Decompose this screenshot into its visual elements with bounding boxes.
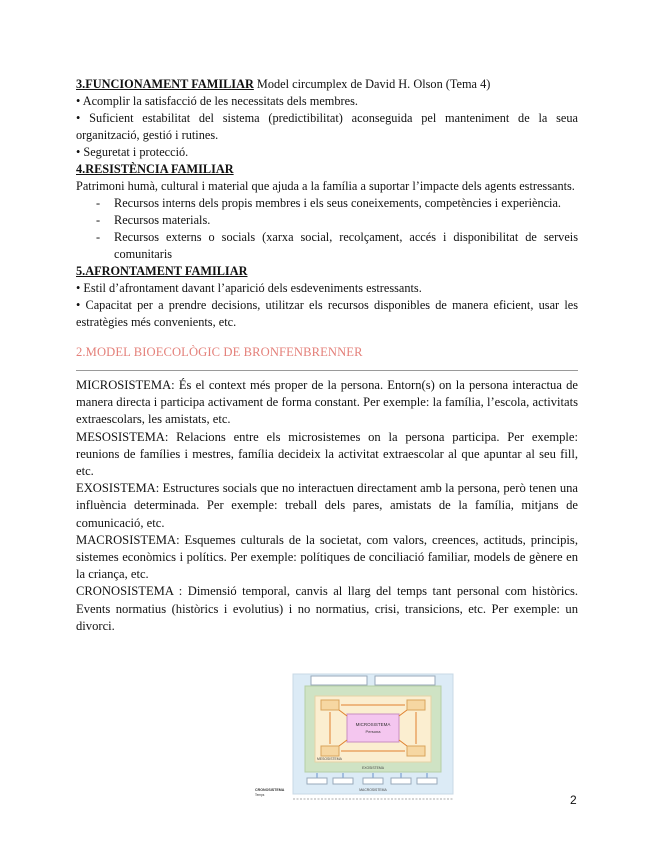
micro-node: [321, 746, 339, 756]
definition-exosistema: EXOSISTEMA: Estructures socials que no interactuen directament amb la persona, però tenen una influència determinada. Per exemple: treball dels pares, amistats de la família, mitjans de comunicació, etc.: [76, 481, 578, 530]
bullet-item: • Capacitat per a prendre decisions, utilitzar els recursos disponibles de manera eficient, usar les estratègies més convenients, etc.: [76, 298, 578, 329]
center-label: MICROSISTEMA: [355, 722, 391, 727]
microsystem-center: [347, 714, 399, 742]
page-number: 2: [570, 793, 577, 807]
crono-label: CRONOSISTEMA: [255, 788, 285, 792]
bronfenbrenner-diagram: [255, 672, 455, 802]
dash-marker: -: [96, 213, 101, 227]
bullet-item: • Estil d’afrontament davant l’aparició dels esdeveniments estressants.: [76, 281, 422, 295]
dash-marker: -: [96, 196, 101, 210]
heading-funcionament: 3.FUNCIONAMENT FAMILIAR: [76, 77, 254, 91]
funcionament-heading-line: [76, 76, 578, 93]
heading-funcionament-suffix: Model circumplex de David H. Olson (Tema 4): [253, 77, 491, 91]
center-sub: Persona: [365, 729, 381, 734]
dash-marker: -: [96, 230, 101, 244]
heading-afrontament: 5.AFRONTAMENT FAMILIAR: [76, 264, 248, 278]
macro-box: [333, 778, 353, 784]
list-item: [76, 195, 578, 212]
meso-label: MESOSISTEMA: [317, 757, 342, 761]
bullet-item: • Seguretat i protecció.: [76, 145, 189, 159]
macro-box: [307, 778, 327, 784]
document-body: [76, 76, 578, 635]
macro-box: [363, 778, 383, 784]
top-box-right: [375, 676, 435, 685]
definition-cronosistema: CRONOSISTEMA : Dimensió temporal, canvis al llarg del temps tant personal com històrics. Events normatius (històrics i evolutius) i no normatius, crisi, transicions, etc. Per exemple: un divorci.: [76, 584, 578, 633]
list-item-text: Recursos materials.: [114, 213, 211, 227]
list-item: [76, 212, 578, 229]
list-item-text: Recursos interns dels propis membres i els seus coneixements, competències i experiència.: [114, 196, 561, 210]
bullet-item: • Suficient estabilitat del sistema (predictibilitat) aconseguida pel manteniment de la seua organització, gestió i rutines.: [76, 111, 578, 142]
exo-label: EXOSISTEMA: [361, 766, 385, 770]
definition-macrosistema: MACROSISTEMA: Esquemes culturals de la societat, com valors, creences, actituds, principis, sistemes econòmics i polítics. Per exemple: polítiques de conciliació familiar, models de gènere en la criança, etc.: [76, 532, 578, 582]
top-box-left: [311, 676, 367, 685]
list-item-text: Recursos externs o socials (xarxa social, recolçament, accés i disponibilitat de serveis comunitaris: [114, 230, 578, 261]
list-item: [76, 229, 578, 263]
divider: [76, 370, 578, 371]
definition-microsistema: MICROSISTEMA: És el context més proper de la persona. Entorn(s) on la persona interactua de manera directa i participa activament de forma constant. Per exemple: la família, l’escola, activitats extraescolars, les amistats, etc.: [76, 378, 578, 427]
heading-resistencia: 4.RESISTÈNCIA FAMILIAR: [76, 162, 234, 176]
crono-sub: Temps: [255, 793, 265, 797]
definition-mesosistema: MESOSISTEMA: Relacions entre els microsistemes on la persona participa. Per exemple: reunions de famílies i mestres, família decideix la activitat extraescolar al que apuntar al seu fill, etc.: [76, 429, 578, 479]
resources-list: [76, 195, 578, 263]
section-title-bronfenbrenner: 2.MODEL BIOECOLÒGIC DE BRONFENBRENNER: [76, 345, 363, 359]
micro-node: [407, 700, 425, 710]
micro-node: [321, 700, 339, 710]
micro-node: [407, 746, 425, 756]
resistencia-paragraph: Patrimoni humà, cultural i material que ajuda a la família a suportar l’impacte dels agents estressants.: [76, 179, 575, 193]
macro-box: [391, 778, 411, 784]
macro-box: [417, 778, 437, 784]
macro-label: MACROSISTEMA: [359, 788, 387, 792]
bullet-item: • Acomplir la satisfacció de les necessitats dels membres.: [76, 94, 358, 108]
